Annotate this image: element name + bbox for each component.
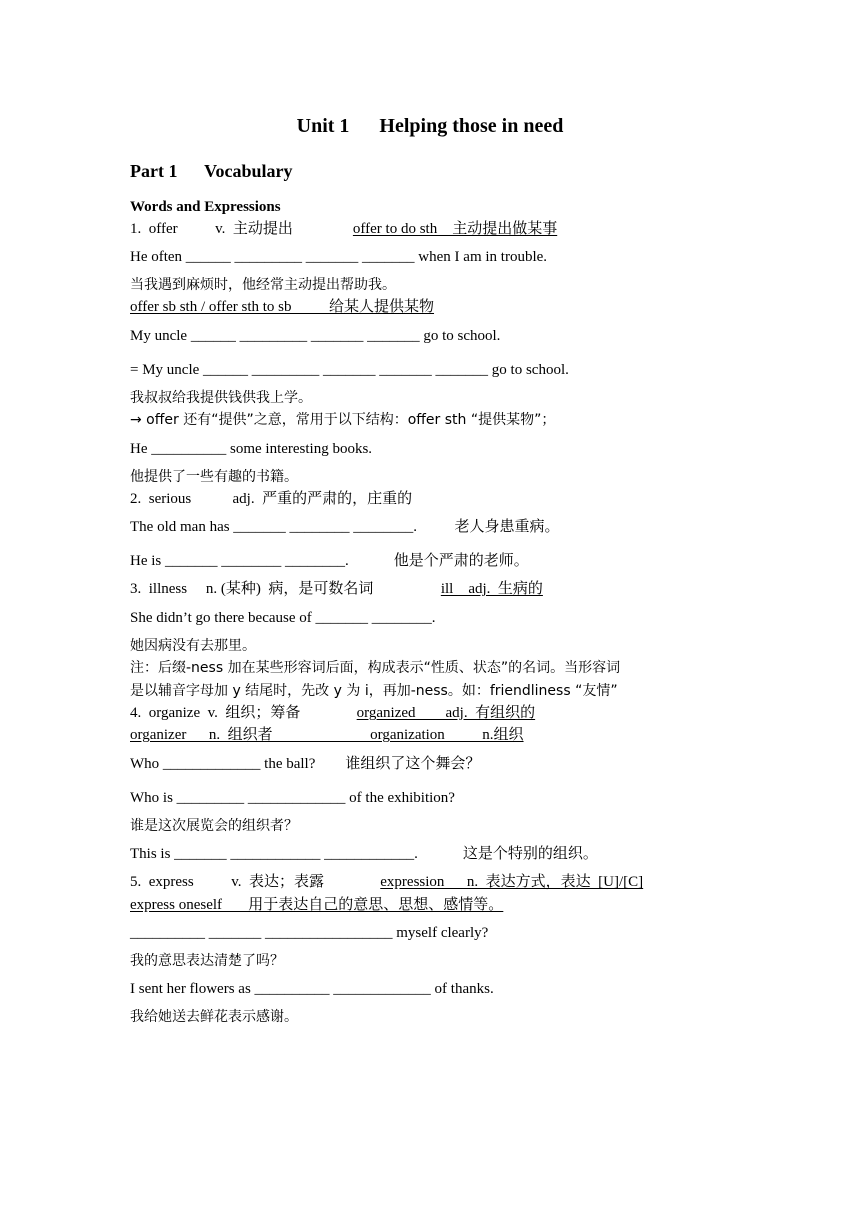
- line-14-underlined: ill adj. 生病的: [440, 581, 543, 597]
- line-19-text: 4. organize v. 组织；筹备: [130, 705, 357, 721]
- line-25-underlined: expression n. 表达方式，表达 [U]/[C]: [380, 874, 644, 890]
- line-18: 是以辅音字母加 y 结尾时，先改 y 为 i，再加-ness。如：friendliness “友情”: [130, 683, 618, 699]
- line-29: I sent her flowers as __________ _____________ of thanks.: [130, 981, 494, 997]
- line-23: 谁是这次展览会的组织者？: [130, 818, 298, 834]
- line-19: [130, 704, 535, 722]
- line-9: He __________ some interesting books.: [130, 441, 373, 457]
- line-25-text: 5. express v. 表达；表露: [130, 874, 381, 890]
- line-8: → offer 还有“提供”之意，常用于以下结构：offer sth “提供某物”；: [130, 412, 556, 428]
- line-28: 我的意思表达清楚了吗？: [130, 953, 284, 969]
- line-25: [130, 873, 643, 891]
- line-7: 我叔叔给我提供钱供我上学。: [130, 390, 312, 406]
- line-10: 他提供了一些有趣的书籍。: [130, 469, 298, 485]
- line-14: [130, 580, 543, 598]
- line-21: Who _____________ the ball? 谁组织了这个舞会？: [130, 756, 481, 772]
- section-heading: Words and Expressions: [130, 199, 281, 215]
- line-16: 她因病没有去那里。: [130, 638, 256, 654]
- line-4: offer sb sth / offer sth to sb 给某人提供某物: [130, 299, 435, 315]
- line-30: 我给她送去鲜花表示感谢。: [130, 1009, 298, 1025]
- line-3: 当我遇到麻烦时，他经常主动提出帮助我。: [130, 277, 396, 293]
- line-19-underlined: organized adj. 有组织的: [356, 705, 536, 721]
- line-1-underlined: offer to do sth 主动提出做某事: [352, 221, 558, 237]
- line-24: This is _______ ____________ ____________. 这是个特别的组织。: [130, 846, 598, 862]
- line-1: [130, 220, 557, 238]
- line-11: 2. serious adj. 严重的严肃的，庄重的: [130, 491, 413, 507]
- unit-title: Unit 1 Helping those in need: [296, 115, 564, 137]
- line-27: __________ _______ _________________ myself clearly?: [130, 925, 489, 941]
- line-22: Who is _________ _____________ of the exhibition?: [130, 790, 455, 806]
- line-15: She didn’t go there because of _______ ________.: [130, 610, 436, 626]
- line-2: He often ______ _________ _______ _______ when I am in trouble.: [130, 249, 548, 265]
- line-6: = My uncle ______ _________ _______ _______ _______ go to school.: [130, 362, 569, 378]
- part-heading: Part 1 Vocabulary: [130, 161, 293, 181]
- line-17: 注：后缀-ness 加在某些形容词后面，构成表示“性质、状态”的名词。当形容词: [130, 660, 621, 676]
- line-20: organizer n. 组织者 organization n.组织: [130, 727, 524, 743]
- line-12: The old man has _______ ________ ________. 老人身患重病。: [130, 519, 560, 535]
- line-1-text: 1. offer v. 主动提出: [130, 221, 353, 237]
- line-13: He is _______ ________ ________. 他是个严肃的老师。: [130, 553, 529, 569]
- line-26: express oneself 用于表达自己的意思、思想、感情等。: [130, 897, 504, 913]
- line-5: My uncle ______ _________ _______ _______ go to school.: [130, 328, 501, 344]
- line-14-text: 3. illness n. (某种) 病，是可数名词: [130, 581, 441, 597]
